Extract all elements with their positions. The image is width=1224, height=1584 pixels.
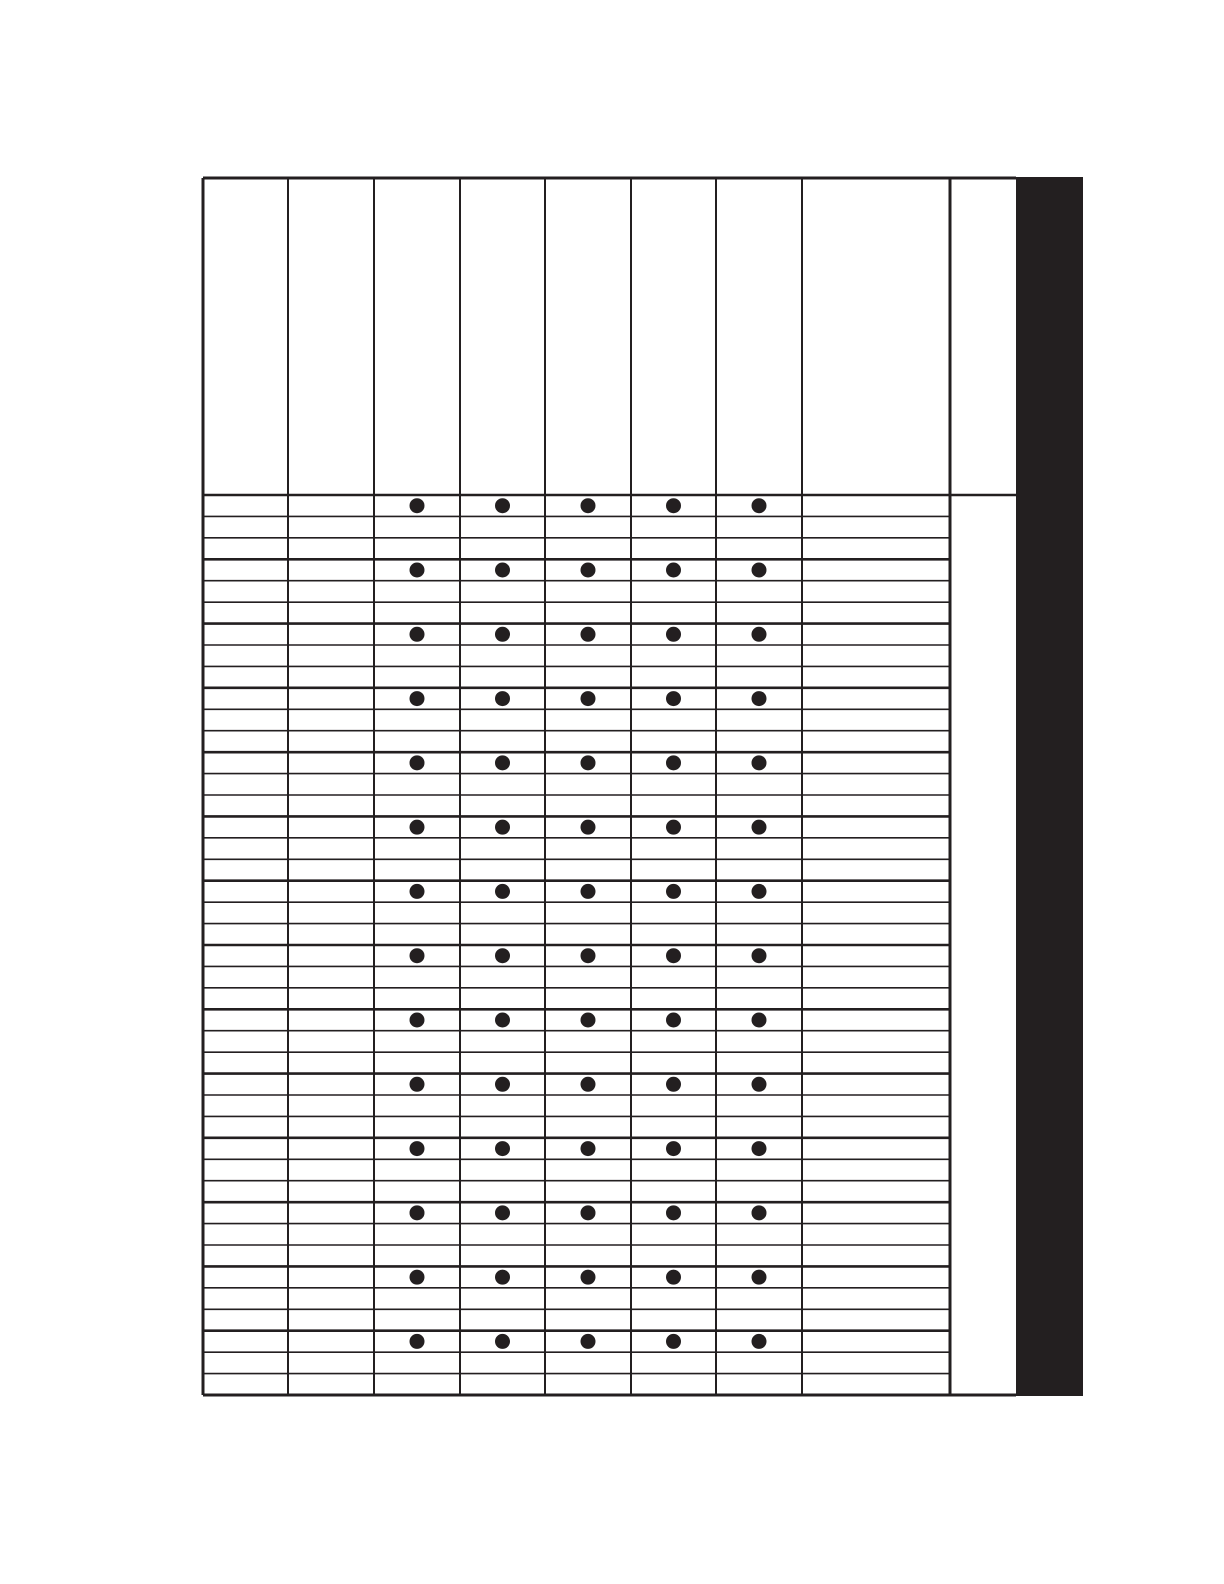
check-dot-icon (752, 1334, 767, 1349)
check-dot-icon (495, 1141, 510, 1156)
check-dot-icon (752, 1013, 767, 1028)
check-dot-icon (752, 1270, 767, 1285)
check-dot-icon (581, 691, 596, 706)
check-dot-icon (495, 691, 510, 706)
check-dot-icon (752, 948, 767, 963)
check-dot-icon (495, 755, 510, 770)
check-dot-icon (752, 884, 767, 899)
check-dot-icon (581, 1270, 596, 1285)
check-dot-icon (666, 691, 681, 706)
check-dot-icon (410, 691, 425, 706)
check-dot-icon (666, 1013, 681, 1028)
check-dot-icon (410, 1205, 425, 1220)
check-dot-icon (410, 563, 425, 578)
check-dot-icon (581, 884, 596, 899)
check-dot-icon (581, 1205, 596, 1220)
check-dot-icon (666, 755, 681, 770)
check-dot-icon (581, 820, 596, 835)
check-dot-icon (410, 1013, 425, 1028)
check-dot-icon (410, 498, 425, 513)
check-dot-icon (410, 755, 425, 770)
check-dot-icon (581, 1013, 596, 1028)
check-dot-icon (666, 1077, 681, 1092)
check-dot-icon (495, 1205, 510, 1220)
check-dot-icon (666, 1270, 681, 1285)
check-dot-icon (666, 884, 681, 899)
check-dot-icon (581, 948, 596, 963)
check-dot-icon (581, 627, 596, 642)
check-dot-icon (495, 563, 510, 578)
check-dot-icon (581, 1077, 596, 1092)
check-dot-icon (581, 755, 596, 770)
check-dot-icon (752, 691, 767, 706)
check-dot-icon (495, 1334, 510, 1349)
check-dot-icon (495, 1270, 510, 1285)
check-dot-icon (752, 820, 767, 835)
check-dot-icon (410, 948, 425, 963)
check-dot-icon (410, 1141, 425, 1156)
check-dot-icon (581, 498, 596, 513)
check-dot-icon (752, 755, 767, 770)
check-dot-icon (752, 1141, 767, 1156)
check-dot-icon (495, 884, 510, 899)
check-dot-icon (666, 1141, 681, 1156)
check-dot-icon (410, 884, 425, 899)
check-dot-icon (495, 498, 510, 513)
check-dot-icon (666, 627, 681, 642)
check-dot-icon (495, 1077, 510, 1092)
check-dot-icon (666, 1205, 681, 1220)
check-dot-icon (581, 1141, 596, 1156)
check-dot-icon (666, 1334, 681, 1349)
check-dot-icon (495, 627, 510, 642)
check-dot-icon (495, 820, 510, 835)
check-dot-icon (666, 820, 681, 835)
check-dot-icon (752, 1205, 767, 1220)
check-dot-icon (752, 1077, 767, 1092)
check-dot-icon (410, 1334, 425, 1349)
check-dot-icon (752, 563, 767, 578)
check-dot-icon (581, 563, 596, 578)
check-dot-icon (666, 498, 681, 513)
check-dot-icon (495, 1013, 510, 1028)
check-dot-icon (410, 627, 425, 642)
check-dot-icon (410, 1270, 425, 1285)
check-dot-icon (666, 563, 681, 578)
check-dot-icon (495, 948, 510, 963)
check-dot-icon (410, 820, 425, 835)
check-dot-icon (752, 627, 767, 642)
check-dot-icon (410, 1077, 425, 1092)
check-dot-icon (666, 948, 681, 963)
check-dot-icon (581, 1334, 596, 1349)
check-dot-icon (752, 498, 767, 513)
